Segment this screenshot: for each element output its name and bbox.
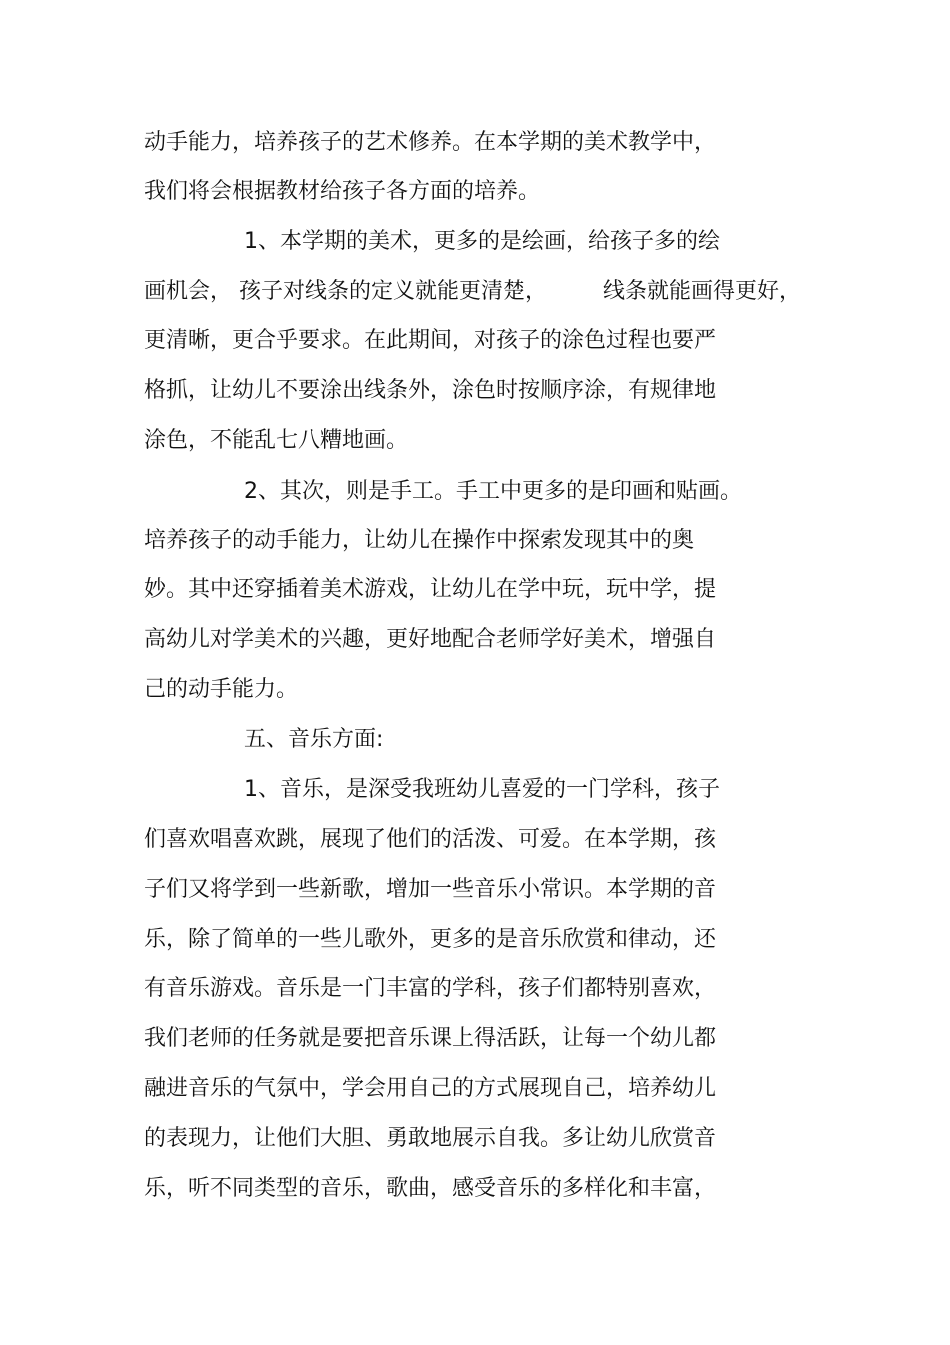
text-line: 子们又将学到一些新歌，增加一些音乐小常识。本学期的音 xyxy=(144,877,717,902)
paragraph-start-line: 1、本学期的美术，更多的是绘画，给孩子多的绘 xyxy=(244,229,720,254)
paragraph-start-line: 1、音乐，是深受我班幼儿喜爱的一门学科，孩子 xyxy=(244,777,720,802)
text-line: 我们老师的任务就是要把音乐课上得活跃，让每一个幼儿都 xyxy=(144,1026,717,1051)
text-line: 们喜欢唱喜欢跳，展现了他们的活泼、可爱。在本学期，孩 xyxy=(144,827,717,852)
text-line: 画机会， 孩子对线条的定义就能更清楚， 线条就能画得更好， xyxy=(144,279,801,304)
text-line: 融进音乐的气氛中，学会用自己的方式展现自己，培养幼儿 xyxy=(144,1076,717,1101)
text-line: 涂色，不能乱七八糟地画。 xyxy=(144,428,409,453)
paragraph-start-line: 2、其次，则是手工。手工中更多的是印画和贴画。 xyxy=(244,479,742,504)
text-line: 动手能力，培养孩子的艺术修养。在本学期的美术教学中， xyxy=(144,130,717,155)
text-line: 我们将会根据教材给孩子各方面的培养。 xyxy=(144,179,541,204)
text-line: 己的动手能力。 xyxy=(144,677,299,702)
text-line: 更清晰，更合乎要求。在此期间，对孩子的涂色过程也要严 xyxy=(144,328,717,353)
text-line: 的表现力，让他们大胆、勇敢地展示自我。多让幼儿欣赏音 xyxy=(144,1126,717,1151)
text-line: 乐，听不同类型的音乐，歌曲，感受音乐的多样化和丰富， xyxy=(144,1176,717,1201)
text-line: 高幼儿对学美术的兴趣，更好地配合老师学好美术，增强自 xyxy=(144,627,717,652)
text-line: 妙。其中还穿插着美术游戏，让幼儿在学中玩，玩中学，提 xyxy=(144,577,717,602)
text-line: 有音乐游戏。音乐是一门丰富的学科，孩子们都特别喜欢， xyxy=(144,976,717,1001)
section-heading: 五、音乐方面: xyxy=(244,727,384,752)
text-line: 乐，除了简单的一些儿歌外，更多的是音乐欣赏和律动，还 xyxy=(144,927,717,952)
text-line: 格抓，让幼儿不要涂出线条外，涂色时按顺序涂，有规律地 xyxy=(144,378,717,403)
text-line: 培养孩子的动手能力，让幼儿在操作中探索发现其中的奥 xyxy=(144,528,695,553)
